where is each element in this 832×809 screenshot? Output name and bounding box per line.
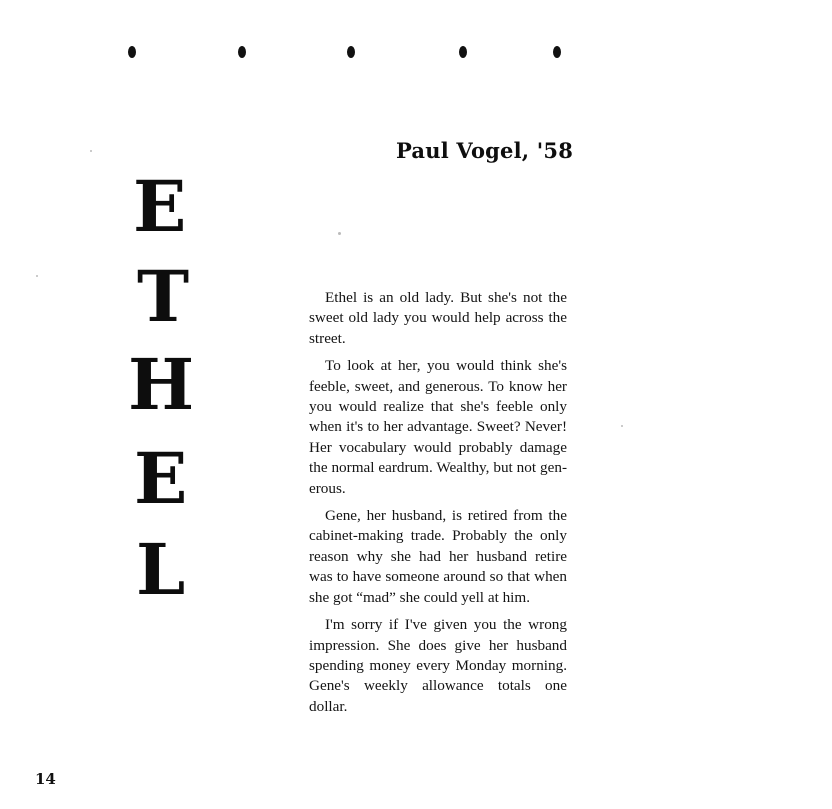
scan-speck — [90, 150, 92, 152]
binder-hole-mark — [238, 46, 246, 58]
binder-hole-mark — [128, 46, 136, 58]
title-letter-e: E — [134, 437, 188, 520]
title-letter-h: H — [128, 343, 195, 426]
paragraph: Gene, her husband, is retired from the cabinet-making trade. Probably the only reason why she had her husband retire was to have someone around so that when she got “mad” she could yell at him. — [309, 507, 567, 606]
scan-speck — [338, 232, 341, 235]
binder-hole-mark — [459, 46, 467, 58]
page-number: 14 — [35, 770, 56, 788]
title-letter-l: L — [136, 528, 186, 611]
paragraph: I'm sorry if I've given you the wrong impression. She does give her husband spending money every Monday morning. Gene's weekly allowance totals one dollar. — [309, 616, 567, 715]
title-letter-e: E — [133, 165, 187, 248]
paragraph: Ethel is an old lady. But she's not the sweet old lady you would help across the street. — [309, 289, 567, 347]
binder-hole-mark — [347, 46, 355, 58]
binder-hole-mark — [553, 46, 561, 58]
scan-speck — [621, 425, 623, 427]
scan-speck — [36, 275, 38, 277]
article-body — [309, 288, 567, 724]
title-letter-t: T — [137, 255, 190, 338]
author-byline: Paul Vogel, '58 — [396, 138, 574, 163]
paragraph: To look at her, you would think she's feeble, sweet, and generous. To know her you would realize that she's feeble only when it's to her advantage. Sweet? Never! Her vocabulary would probably damage the normal eardrum. Wealthy, but not generous. — [309, 357, 567, 497]
